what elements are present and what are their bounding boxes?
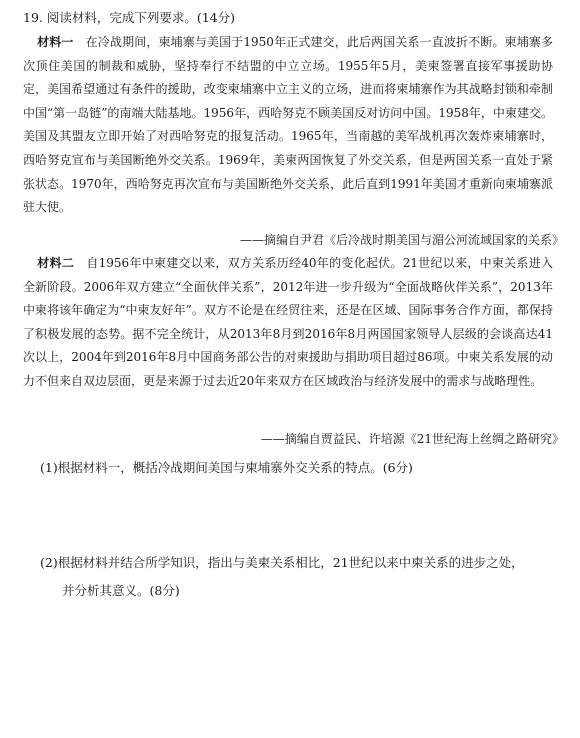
material-one-paragraph: [23, 31, 553, 220]
material-two-label: 材料二: [37, 256, 75, 270]
question-heading: 19. 阅读材料，完成下列要求。(14分): [23, 10, 236, 25]
question-two-line-two: 并分析其意义。(8分): [62, 583, 180, 598]
question-two-line-one: (2)根据材料并结合所学知识，指出与美柬关系相比，21世纪以来中柬关系的进步之处，: [40, 555, 524, 570]
material-two-text: 自1956年中柬建交以来，双方关系历经40年的变化起伏。21世纪以来，中柬关系进入全新阶段。2006年双方建立“全面伙伴关系”，2012年进一步升级为“全面战略伙伴关系”，2013年中柬将该年确定为“中柬友好年”。双方不论是在经贸往来，还是在区域、国际事务合作方面，都保持了积极发展的态势。据不完全统计，从2013年8月到2016年8月两国国家领导人层级的会谈高达41次以上，2004年到2016年8月中国商务部公告的对柬援助与捐助项目超过86项。中柬关系发展的动力不但来自双边层面，更是来源于过去近20年来双方在区域政治与经济发展中的需求与战略理性。: [23, 256, 553, 388]
material-one-source: ——摘编自尹君《后冷战时期美国与湄公河流域国家的关系》: [239, 233, 564, 247]
material-two-paragraph: [23, 252, 553, 394]
question-one: (1)根据材料一，概括冷战期间美国与柬埔寨外交关系的特点。(6分): [40, 460, 413, 475]
material-two-source: ——摘编自贾益民、许培源《21世纪海上丝绸之路研究》: [260, 432, 564, 446]
material-one-label: 材料一: [37, 35, 74, 49]
material-one-text: 在冷战期间，柬埔寨与美国于1950年正式建交，此后两国关系一直波折不断。柬埔寨多次顶住美国的制裁和威胁，坚持奉行不结盟的中立立场。1955年5月，美柬签署直接军事援助协定，美国希望通过有条件的援助，改变柬埔寨中立主义的立场，进而将柬埔寨作为其战略封锁和牵制中国“第一岛链”的南端大陆基地。1956年，西哈努克不顾美国反对访问中国。1958年，中柬建交。美国及其盟友立即开始了对西哈努克的报复活动。1965年，当南越的美军战机再次轰炸柬埔寨时，西哈努克宣布与美国断绝外交关系。1969年，美柬两国恢复了外交关系，但是两国关系一直处于紧张状态。1970年，西哈努克再次宣布与美国断绝外交关系，此后直到1991年美国才重新向柬埔寨派驻大使。: [23, 35, 553, 215]
